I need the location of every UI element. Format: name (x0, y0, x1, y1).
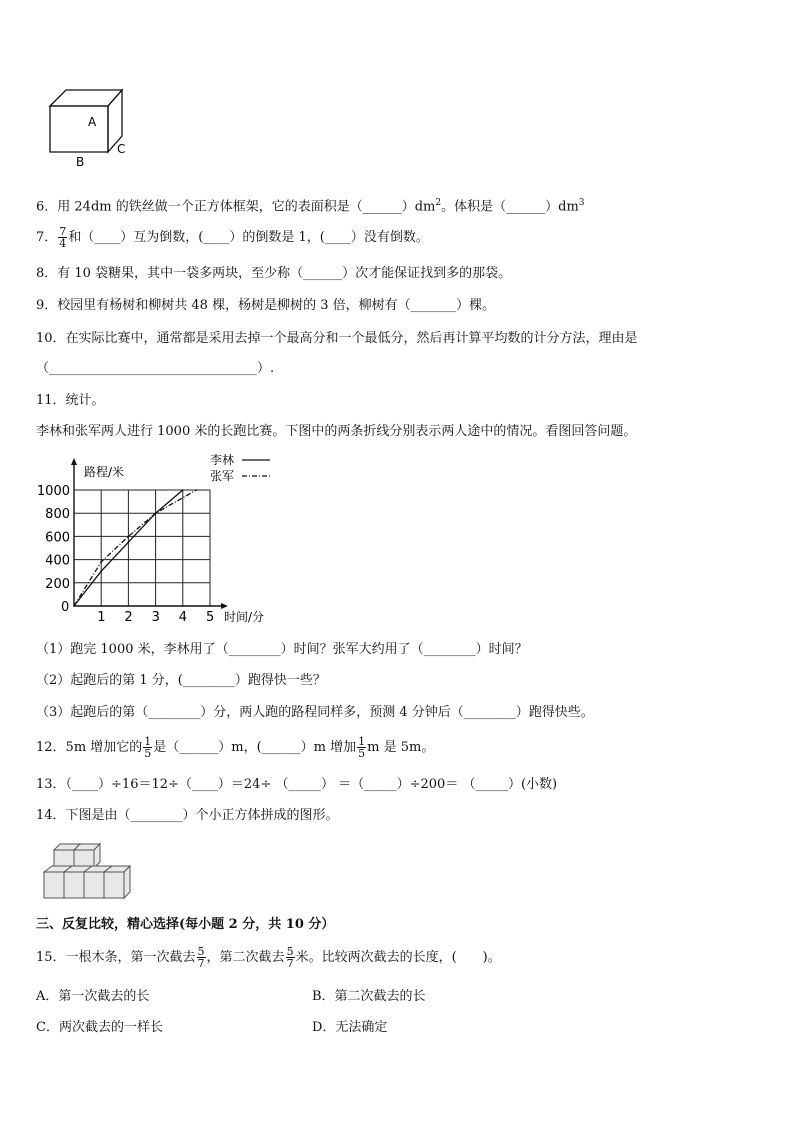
question-14: 14．下图是由（________）个小正方体拼成的图形。 (36, 808, 339, 823)
y-tick-label: 600 (45, 530, 70, 546)
x-tick-label: 1 (97, 610, 106, 625)
question-9: 9．校园里有杨树和柳树共 48 棵，杨树是柳树的 3 倍，柳树有（_______）棵。 (36, 298, 496, 313)
question-11-title: 11．统计。 (36, 393, 105, 408)
origin-label: 0 (61, 600, 70, 615)
cube-label-a: A (88, 115, 97, 129)
race-line-chart (30, 450, 290, 632)
x-axis-arrow (221, 603, 228, 609)
x-axis-label: 时间/分 (224, 610, 265, 624)
question-12: 12．5m 增加它的 $\frac{1}{5}$ 是（______）m，(______）m 增加 $\frac{1}{5}$ m 是 5m。 (36, 735, 435, 760)
q15-option-c[interactable]: C．两次截去的一样长 (36, 1020, 163, 1035)
question-7: 7． $\frac{7}{4}$ 和（____）互为倒数，(____）的倒数是 1，(____）没有倒数。 (36, 225, 429, 250)
data-point (128, 536, 130, 538)
x-tick-label: 3 (151, 610, 160, 625)
x-tick-label: 4 (178, 610, 188, 625)
small-cubes-figure (40, 838, 132, 904)
legend-label: 李林 (210, 453, 235, 467)
cube-label-b: B (76, 155, 85, 168)
legend-label: 张军 (210, 469, 235, 483)
question-10-line1: 10．在实际比赛中，通常都是采用去掉一个最高分和一个最低分，然后再计算平均数的计分方法，理由是 (36, 331, 638, 346)
question-11-sub3: （3）起跑后的第（________）分，两人跑的路程同样多，预测 4 分钟后（________）跑得快些。 (36, 705, 594, 720)
x-tick-label: 5 (206, 610, 215, 625)
y-tick-label: 1000 (36, 484, 70, 499)
question-11-sub2: （2）起跑后的第 1 分，(________）跑得快一些？ (36, 673, 326, 688)
data-point (196, 489, 198, 491)
question-10-line2: （________________________________）. (36, 361, 275, 376)
series-line-1 (74, 490, 196, 606)
q15-option-d[interactable]: D．无法确定 (312, 1020, 388, 1035)
data-point (100, 561, 102, 563)
data-point (128, 541, 130, 543)
q15-option-a[interactable]: A．第一次截去的长 (36, 989, 150, 1004)
data-point (100, 570, 102, 572)
question-8: 8．有 10 袋糖果，其中一袋多两块，至少称（______）次才能保证找到多的那袋。 (36, 266, 512, 281)
y-axis-label: 路程/米 (84, 465, 125, 479)
data-point (182, 489, 184, 491)
cube-label-c: C (117, 142, 126, 156)
question-11-intro: 李林和张军两人进行 1000 米的长跑比赛。下图中的两条折线分别表示两人途中的情况。看图回答问题。 (36, 424, 637, 439)
q15-option-b[interactable]: B．第二次截去的长 (312, 989, 426, 1004)
y-axis-arrow (71, 458, 77, 465)
cube-figure (40, 86, 140, 168)
y-tick-label: 200 (45, 576, 70, 592)
question-6: 6．用 24dm 的铁丝做一个正方体框架，它的表面积是$(\_\_\_\_\_\_)dm^2$。体积是$(\_\_\_\_\_\_)dm^3$ (36, 198, 585, 215)
question-11-sub1: （1）跑完 1000 米，李林用了（________）时间？张军大约用了（________）时间？ (36, 642, 528, 657)
data-point (155, 512, 157, 514)
data-point (73, 605, 75, 607)
question-13: 13．（____）÷16＝12÷（____）＝24÷ （_____） ＝（_____）÷200＝ （_____）(小数) (36, 777, 558, 792)
y-tick-label: 800 (45, 507, 70, 523)
x-tick-label: 2 (124, 610, 133, 625)
y-tick-label: 400 (45, 553, 70, 569)
question-15: 15．一根木条，第一次截去 $\frac{5}{7}$ ，第二次截去 $\frac{5}{7}$ 米。比较两次截去的长度，( )。 (36, 945, 501, 970)
section-3-heading: 三、反复比较，精心选择(每小题 2 分，共 10 分） (36, 917, 335, 932)
